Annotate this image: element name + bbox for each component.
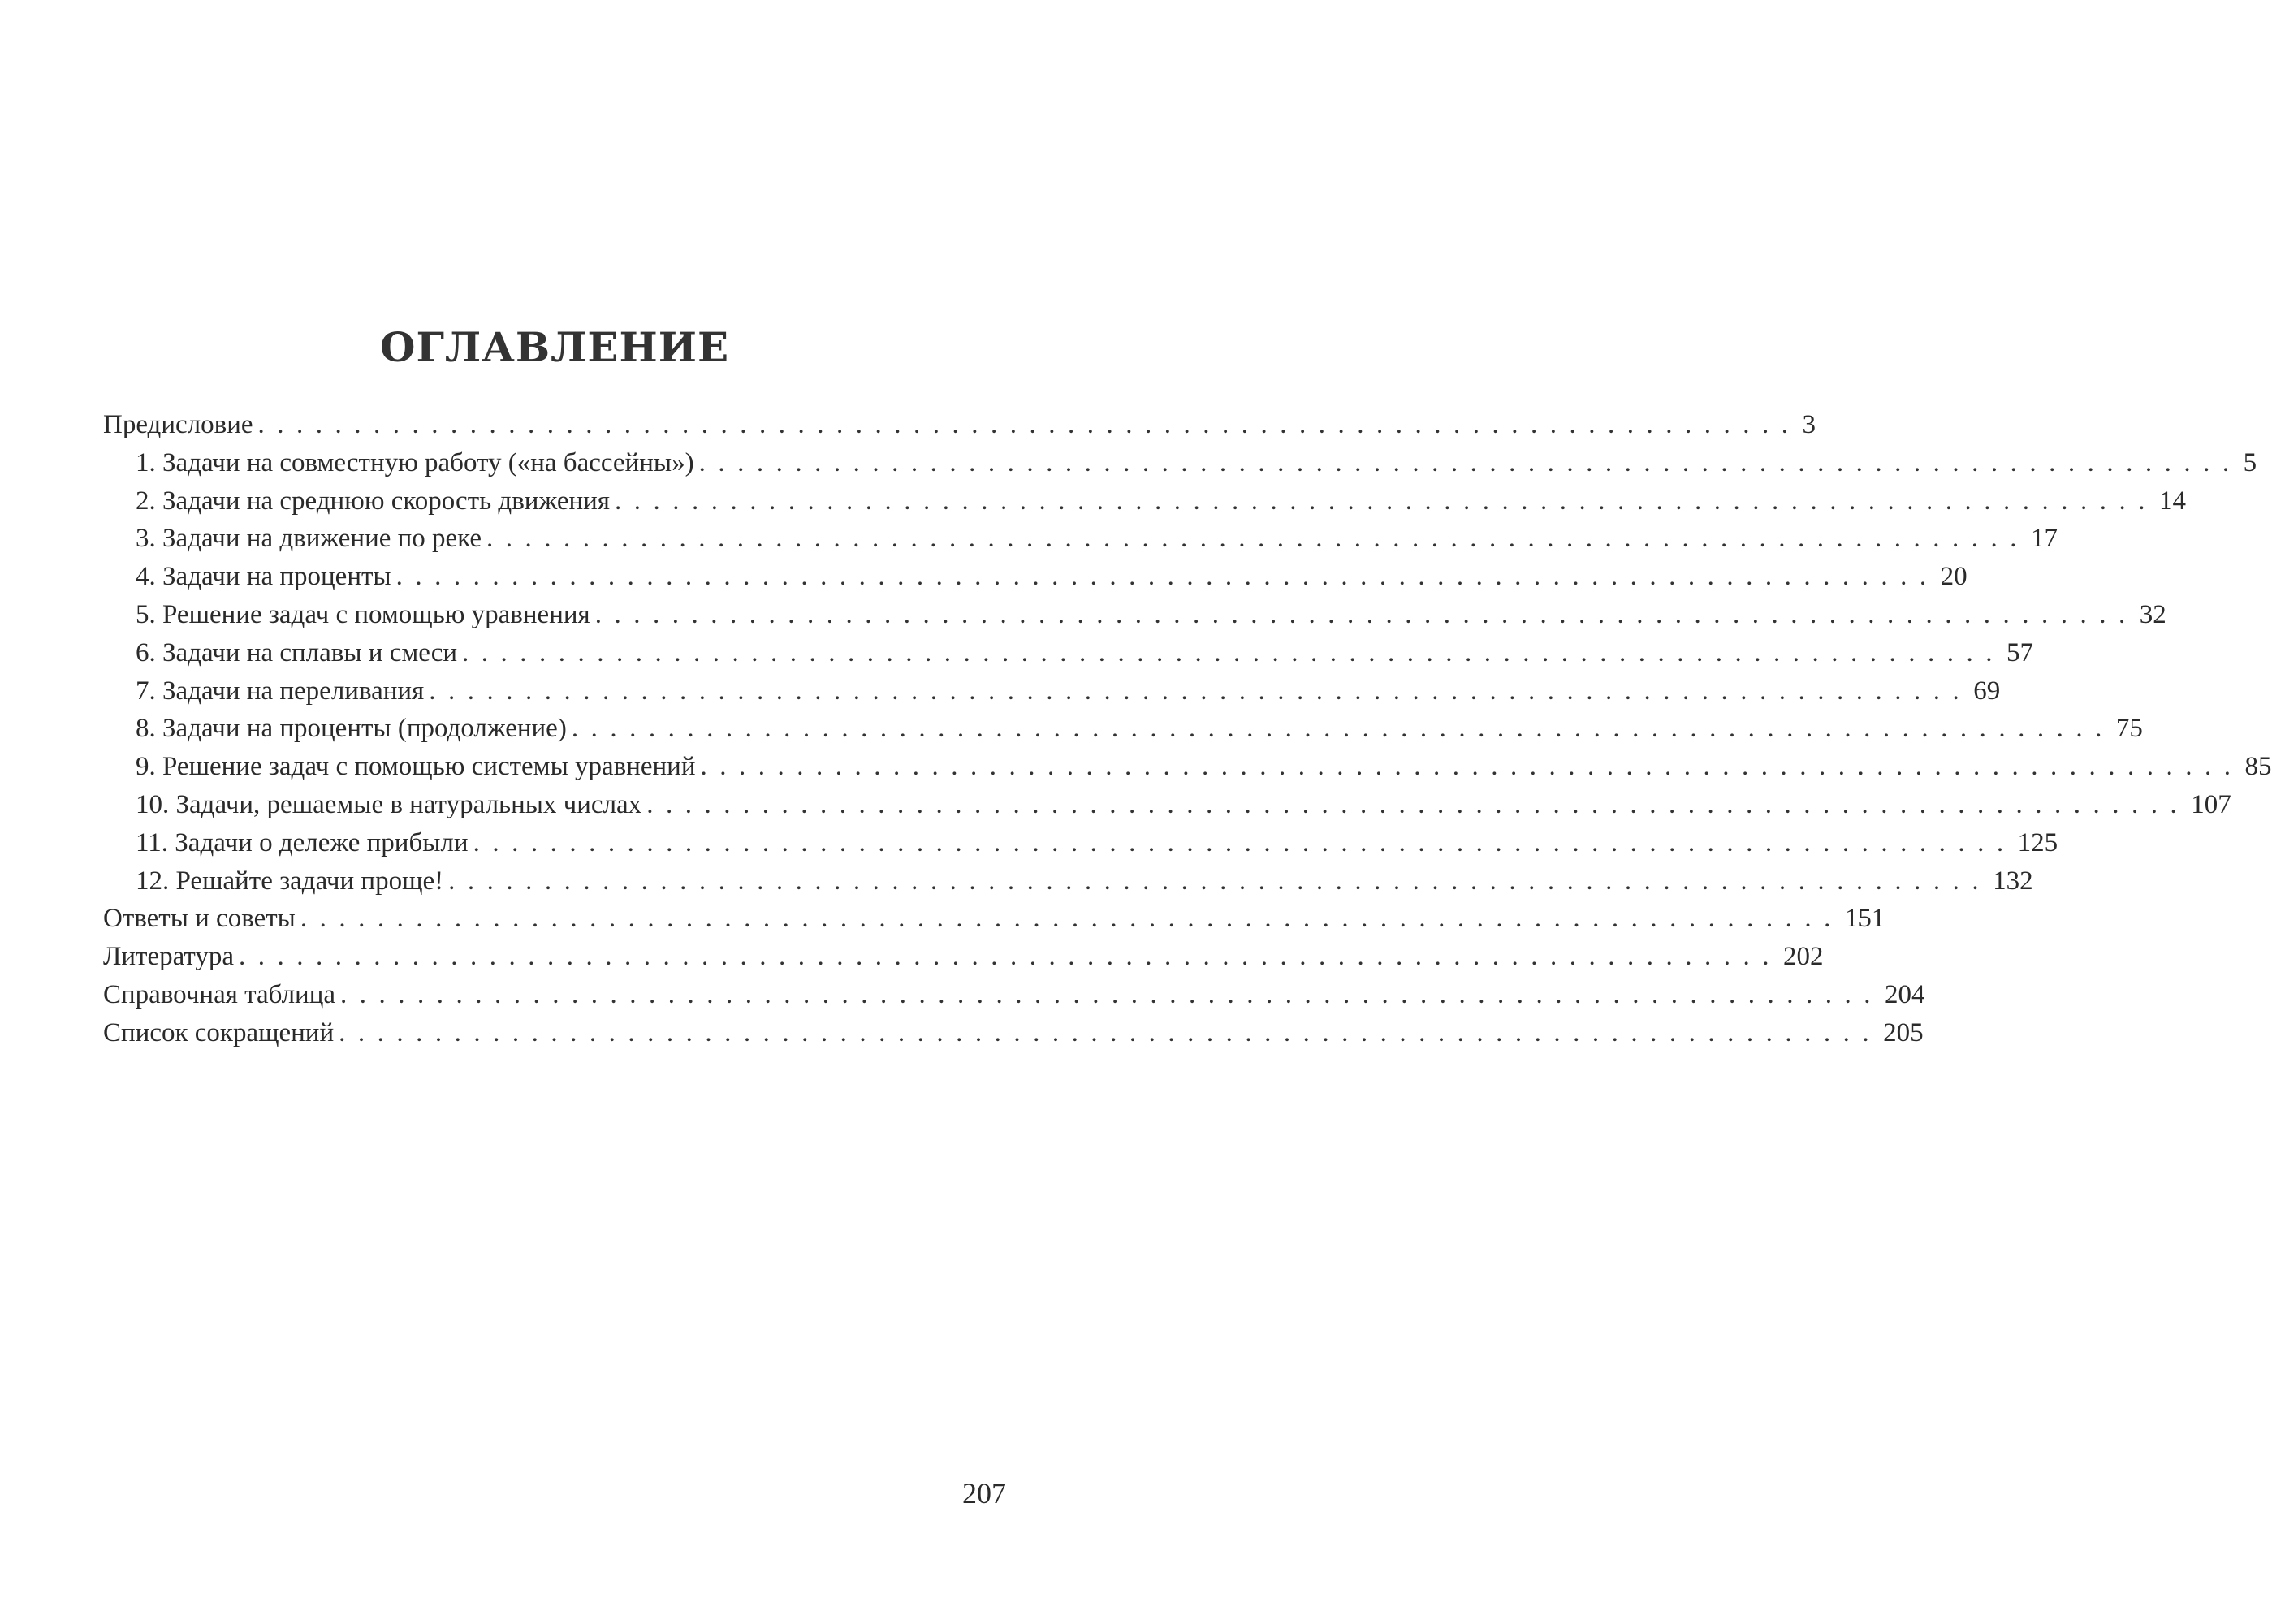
dot-leader: ................................................................................ — [486, 524, 2030, 554]
toc-entry-page: 202 — [1783, 942, 1824, 972]
toc-entry-label: 7. Задачи на переливания — [136, 676, 425, 706]
toc-entry — [103, 558, 1967, 596]
toc-entry-label: 11. Задачи о дележе прибыли — [136, 827, 469, 857]
toc-entry-page: 57 — [2006, 637, 2033, 667]
toc-entry — [103, 938, 1824, 976]
toc-entry-page: 205 — [1883, 1017, 1924, 1047]
toc-entry — [103, 444, 2257, 482]
toc-entry-page: 5 — [2243, 447, 2257, 477]
dot-leader: ................................................................................ — [571, 714, 2114, 744]
toc-entry-label: 2. Задачи на среднюю скорость движения — [136, 486, 610, 516]
dot-leader: ................................................................................ — [340, 979, 1884, 1009]
toc-entry-page: 125 — [2017, 827, 2058, 857]
dot-leader: ................................................................................ — [700, 752, 2244, 782]
dot-leader: ................................................................................ — [614, 486, 2158, 516]
toc-entry — [103, 710, 2143, 748]
toc-entry-label: 10. Задачи, решаемые в натуральных числах — [136, 789, 642, 819]
toc-entry — [103, 748, 2272, 786]
toc-entry-page: 204 — [1885, 979, 1925, 1009]
dot-leader: ................................................................................ — [395, 562, 1939, 592]
toc-entry — [103, 634, 2033, 672]
toc-entry — [103, 976, 1925, 1014]
toc-entry-page: 85 — [2244, 752, 2272, 782]
toc-entry-page: 17 — [2031, 524, 2058, 554]
toc-entry-label: 8. Задачи на проценты (продолжение) — [136, 714, 567, 744]
dot-leader: ................................................................................ — [300, 904, 1843, 934]
toc-entry-label: Ответы и советы — [103, 904, 296, 934]
dot-leader: ................................................................................ — [473, 827, 2016, 857]
toc-entry-label: Справочная таблица — [103, 979, 336, 1009]
toc-entry-label: 5. Решение задач с помощью уравнения — [136, 599, 590, 629]
toc-entry — [103, 482, 2186, 520]
toc-entry-label: 9. Решение задач с помощью системы уравнений — [136, 752, 696, 782]
toc-entry-label: 12. Решайте задачи проще! — [136, 866, 444, 896]
toc-entry-page: 132 — [1993, 866, 2033, 896]
dot-leader: ................................................................................ — [339, 1017, 1882, 1047]
toc-entry-label: Предисловие — [103, 410, 253, 439]
toc-entry — [103, 406, 1816, 444]
toc-entry-label: 3. Задачи на движение по реке — [136, 524, 482, 554]
dot-leader: ................................................................................ — [257, 410, 1801, 439]
toc-entry-page: 32 — [2139, 599, 2166, 629]
toc-entry-page: 3 — [1802, 410, 1816, 439]
dot-leader: ................................................................................ — [448, 866, 1992, 896]
toc-entry — [103, 672, 2001, 710]
toc-entry — [103, 862, 2033, 901]
toc-entry — [103, 596, 2166, 634]
dot-leader: ................................................................................ — [698, 447, 2242, 477]
toc-entry-label: Список сокращений — [103, 1017, 335, 1047]
dot-leader: ................................................................................ — [429, 676, 1972, 706]
toc-entry-label: 6. Задачи на сплавы и смеси — [136, 637, 457, 667]
toc-entry-page: 151 — [1844, 904, 1885, 934]
dot-leader: ................................................................................ — [594, 599, 2138, 629]
dot-leader: ................................................................................ — [462, 637, 2005, 667]
toc-entry-page: 69 — [1973, 676, 2001, 706]
page-title: ОГЛАВЛЕНИЕ — [379, 323, 730, 371]
table-of-contents — [103, 406, 2272, 1052]
toc-entry-label: 1. Задачи на совместную работу («на бассейны») — [136, 447, 694, 477]
toc-entry-label: Литература — [103, 942, 235, 972]
toc-entry-page: 14 — [2158, 486, 2186, 516]
toc-entry — [103, 786, 2231, 824]
toc-entry-page: 75 — [2115, 714, 2143, 744]
toc-entry-page: 107 — [2191, 789, 2231, 819]
toc-entry — [103, 900, 1885, 938]
dot-leader: ................................................................................ — [239, 942, 1782, 972]
toc-entry-page: 20 — [1940, 562, 1967, 592]
toc-entry — [103, 824, 2058, 862]
dot-leader: ................................................................................ — [646, 789, 2190, 819]
toc-entry-label: 4. Задачи на проценты — [136, 562, 391, 592]
page-number: 207 — [962, 1477, 1006, 1510]
toc-entry — [103, 1014, 1924, 1052]
toc-entry — [103, 520, 2058, 558]
